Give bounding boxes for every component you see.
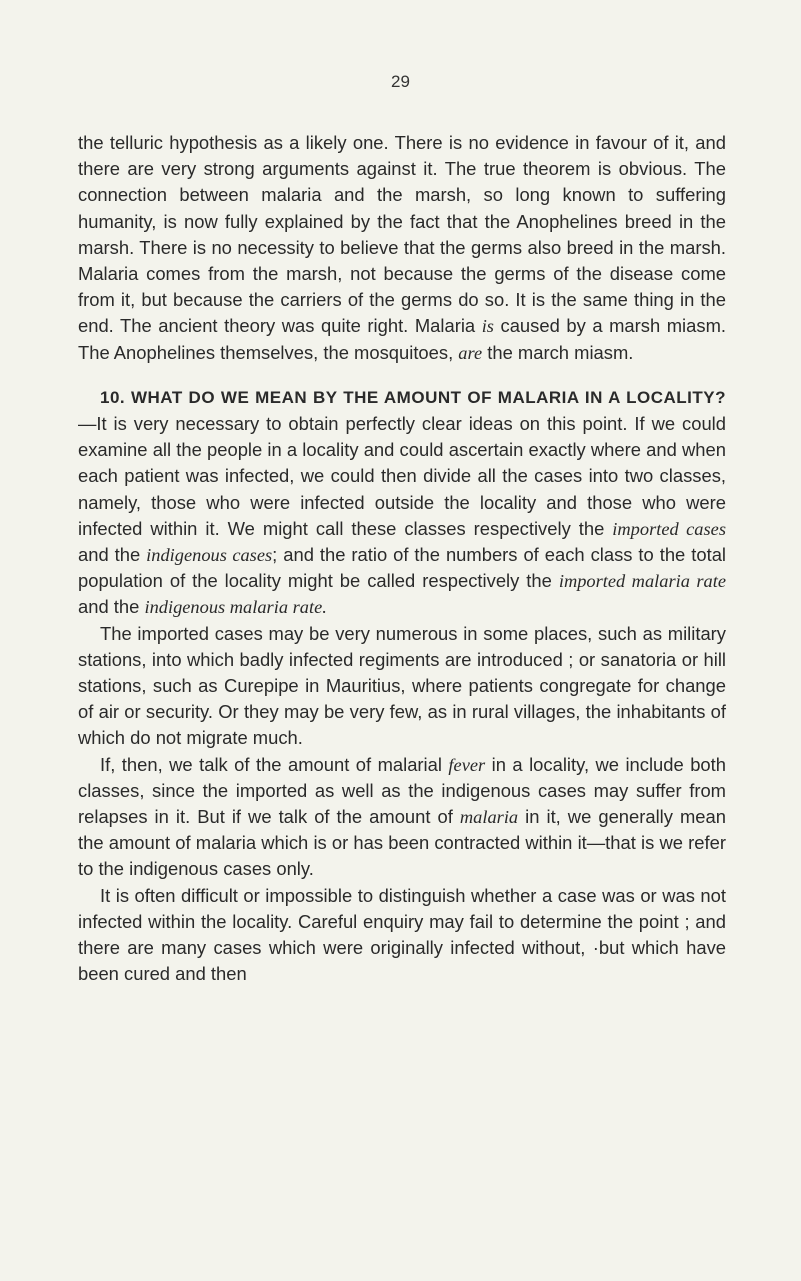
text-run: If, then, we talk of the amount of malarial xyxy=(100,753,449,775)
italic-text: indigenous cases xyxy=(146,545,273,566)
paragraph-difficult: It is often difficult or impossible to distinguish whether a case was or was not infected within the locality. Careful enquiry may fail to determine the point ; and there are many cases which were originally infected without, ·but which have been cured and then xyxy=(78,884,726,985)
paragraph-telluric xyxy=(78,130,726,366)
text-run: in a locality, we include both classes, since the imported as well as the indigenous cases may suffer from relapses in it. But if we talk of the amount of xyxy=(78,753,726,828)
text-run: the telluric hypothesis as a likely one. There is no evidence in favour of it, and there are very strong arguments against it. The true theorem is obvious. The connection between malaria and the marsh, so long known to suffering humanity, is now fully explained by the fact that the Anophelines breed in the marsh. There is no necessity to believe that the germs also breed in the marsh. Malaria comes from the marsh, not because the germs of the disease come from it, but because the carriers of the germs do so. It is the same thing in the end. The ancient theory was quite right. Malaria xyxy=(78,132,726,337)
paragraph-imported-cases: The imported cases may be very numerous in some places, such as military stations, into which badly infected regiments are introduced ; or sanatoria or hill stations, such as Curepipe in Mauritius, where patients congregate for change of air or security. Or they may be very few, as in rural villages, the inhabitants of which do not migrate much. xyxy=(78,622,726,749)
text-run: —It is very necessary to obtain perfectly clear ideas on this point. If we could examine all the people in a locality and could ascertain exactly where and when each patient was infected, we could then divide all the cases into two classes, namely, those who were infected outside the locality and those who were infected within it. We might call these classes respectively the xyxy=(78,413,726,539)
italic-text: imported malaria rate xyxy=(558,571,727,592)
paragraph-malarial-fever xyxy=(78,752,726,883)
page-number: 29 xyxy=(391,72,410,91)
text-run: and the xyxy=(78,596,145,618)
paragraph-section-10 xyxy=(78,384,726,621)
text-run: in it, we generally mean the amount of malaria which is or has been contracted within it—that is we refer to the indigenous cases only. xyxy=(78,806,726,880)
italic-text: imported cases xyxy=(612,518,726,539)
body-text xyxy=(78,130,726,988)
italic-text: is xyxy=(481,316,494,337)
text-run: ; and the ratio of the numbers of each class to the total population of the locality might be called respectively the xyxy=(78,544,727,592)
text-run: the march miasm. xyxy=(482,341,634,363)
text-run: caused by a marsh miasm. The Anophelines themselves, the mosquitoes, xyxy=(78,315,726,363)
text-run: and the xyxy=(78,544,147,566)
section-heading: 10. WHAT DO WE MEAN BY THE AMOUNT OF MALARIA IN A LOCALITY? xyxy=(100,387,726,407)
italic-text: fever xyxy=(448,754,486,775)
italic-text: indigenous malaria rate. xyxy=(144,597,327,618)
italic-text: are xyxy=(458,342,483,363)
italic-text: malaria xyxy=(459,807,519,828)
